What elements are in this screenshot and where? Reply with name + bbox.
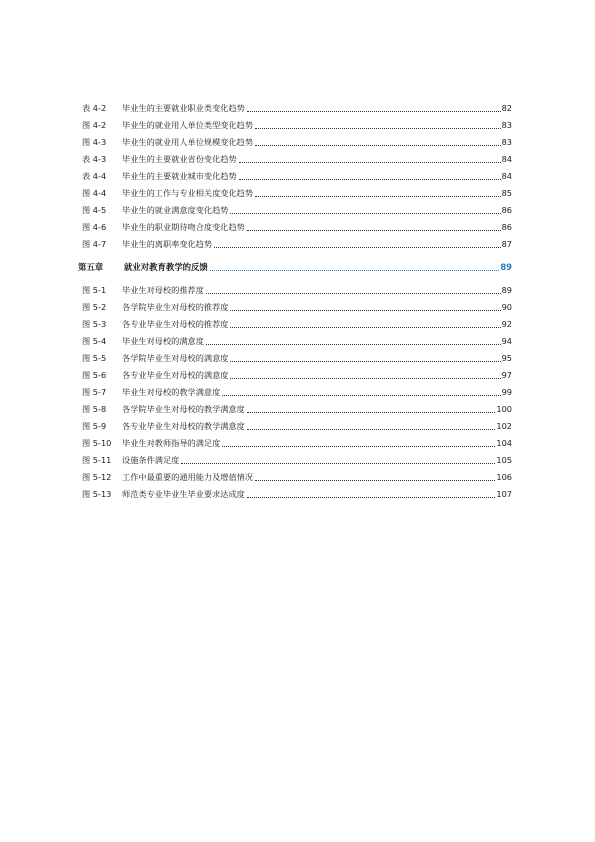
toc-entry-title: 毕业生的就业满意度变化趋势 — [122, 205, 229, 215]
toc-entry-page: 90 — [501, 302, 512, 312]
toc-entry-label: 图 5-2 — [82, 302, 107, 312]
toc-entry-title: 毕业生的主要就业省份变化趋势 — [122, 154, 237, 164]
toc-entry-label: 图 5-5 — [82, 353, 107, 363]
toc-entry-label: 图 4-7 — [82, 239, 107, 249]
toc-entry-title: 毕业生的就业用人单位规模变化趋势 — [122, 137, 254, 147]
toc-leader-dots — [247, 496, 496, 498]
toc-leader-dots — [230, 309, 500, 311]
toc-entry-title: 师范类专业毕业生毕业要求达成度 — [122, 489, 245, 499]
toc-chapter-heading[interactable] — [78, 261, 512, 274]
toc-leader-dots — [230, 377, 500, 379]
toc-entry-label: 表 4-3 — [82, 154, 107, 164]
toc-entry-label: 图 5-3 — [82, 319, 107, 329]
toc-leader-dots — [230, 326, 500, 328]
toc-entry-title: 各专业毕业生对母校的推荐度 — [122, 319, 229, 329]
toc-entry[interactable] — [82, 471, 512, 484]
toc-entry-title: 毕业生对母校的教学满意度 — [122, 387, 221, 397]
toc-entry-page: 94 — [501, 336, 512, 346]
toc-entry-label: 图 4-2 — [82, 120, 107, 130]
toc-leader-dots — [247, 229, 501, 231]
toc-entry-page: 87 — [501, 239, 512, 249]
toc-entry-page: 95 — [501, 353, 512, 363]
toc-entry-title: 毕业生的就业用人单位类型变化趋势 — [122, 120, 254, 130]
toc-leader-dots — [214, 246, 501, 248]
toc-entry-title: 毕业生的主要就业城市变化趋势 — [122, 171, 237, 181]
toc-entry-page: 85 — [501, 188, 512, 198]
toc-entry-page: 102 — [496, 421, 512, 431]
toc-entry[interactable] — [82, 119, 512, 132]
toc-entry-label: 图 5-10 — [82, 438, 112, 448]
toc-entry[interactable] — [82, 335, 512, 348]
toc-entry-title: 各学院毕业生对母校的推荐度 — [122, 302, 229, 312]
toc-entry-label: 图 4-3 — [82, 137, 107, 147]
toc-entry-page: 100 — [496, 404, 512, 414]
toc-entry-page: 107 — [496, 489, 512, 499]
toc-entry[interactable] — [82, 369, 512, 382]
toc-entry-page: 99 — [501, 387, 512, 397]
toc-entry[interactable] — [82, 437, 512, 450]
toc-entry-page: 92 — [501, 319, 512, 329]
toc-entry[interactable] — [82, 301, 512, 314]
toc-entry-title: 毕业生的职业期待吻合度变化趋势 — [122, 222, 245, 232]
toc-entry-page: 106 — [496, 472, 512, 482]
toc-leader-dots — [255, 479, 495, 481]
toc-leader-dots — [255, 195, 501, 197]
toc-entry-label: 表 4-2 — [82, 103, 107, 113]
toc-leader-dots — [181, 462, 495, 464]
toc-entry[interactable] — [82, 352, 512, 365]
toc-entry-page: 104 — [496, 438, 512, 448]
toc-leader-dots — [222, 445, 495, 447]
toc-entry-label: 图 5-11 — [82, 455, 112, 465]
toc-entry[interactable] — [82, 488, 512, 501]
toc-entry-title: 工作中最重要的通用能力及增值情况 — [122, 472, 254, 482]
toc-leader-dots — [239, 161, 501, 163]
toc-entry-page: 86 — [501, 205, 512, 215]
toc-entry[interactable] — [82, 284, 512, 297]
toc-entry[interactable] — [82, 420, 512, 433]
toc-entry[interactable] — [82, 221, 512, 234]
toc-leader-dots — [247, 411, 496, 413]
toc-entry-page: 105 — [496, 455, 512, 465]
toc-leader-dots — [230, 212, 500, 214]
toc-entry[interactable] — [82, 170, 512, 183]
toc-entry-page: 84 — [501, 171, 512, 181]
toc-entry[interactable] — [82, 204, 512, 217]
toc-entry[interactable] — [82, 238, 512, 251]
toc-entry-page: 86 — [501, 222, 512, 232]
toc-chapter-label: 第五章 — [78, 262, 104, 272]
toc-entry-page: 83 — [501, 120, 512, 130]
toc-entry-label: 图 5-7 — [82, 387, 107, 397]
toc-leader-dots — [206, 292, 501, 294]
toc-entry-label: 图 4-6 — [82, 222, 107, 232]
toc-leader-dots — [247, 428, 496, 430]
toc-entry-page: 83 — [501, 137, 512, 147]
toc-entry-title: 毕业生对母校的满意度 — [122, 336, 204, 346]
toc-entry-label: 图 5-1 — [82, 285, 107, 295]
toc-chapter-page: 89 — [500, 262, 512, 272]
toc-leader-dots — [230, 360, 500, 362]
toc-entry-title: 各专业毕业生对母校的满意度 — [122, 370, 229, 380]
toc-entry-title: 各学院毕业生对母校的满意度 — [122, 353, 229, 363]
toc-chapter-title: 就业对教育教学的反馈 — [124, 262, 208, 272]
toc-entry[interactable] — [82, 187, 512, 200]
toc-entry[interactable] — [82, 102, 512, 115]
toc-leader-dots — [222, 394, 500, 396]
toc-entry-title: 毕业生对教师指导的满足度 — [122, 438, 221, 448]
toc-leader-dots — [255, 127, 501, 129]
toc-entry-title: 毕业生的离职率变化趋势 — [122, 239, 213, 249]
toc-entry-title: 各专业毕业生对母校的教学满意度 — [122, 421, 245, 431]
toc-leader-dots — [206, 343, 501, 345]
toc-entry-page: 97 — [501, 370, 512, 380]
toc-entry-label: 表 4-4 — [82, 171, 107, 181]
toc-leader-dots — [247, 110, 501, 112]
toc-entry-title: 各学院毕业生对母校的教学满意度 — [122, 404, 245, 414]
toc-entry-label: 图 5-8 — [82, 404, 107, 414]
toc-entry-label: 图 5-9 — [82, 421, 107, 431]
toc-entry[interactable] — [82, 153, 512, 166]
toc-entry-label: 图 5-6 — [82, 370, 107, 380]
toc-entry-label: 图 5-4 — [82, 336, 107, 346]
toc-entry-title: 设施条件满足度 — [122, 455, 180, 465]
toc-entry-label: 图 5-13 — [82, 489, 112, 499]
toc-leader-dots — [210, 269, 500, 271]
toc-leader-dots — [255, 144, 501, 146]
toc-entry-title: 毕业生的工作与专业相关度变化趋势 — [122, 188, 254, 198]
toc-entry[interactable] — [82, 403, 512, 416]
toc-entry-title: 毕业生对母校的推荐度 — [122, 285, 204, 295]
toc-entry[interactable] — [82, 386, 512, 399]
toc-entry-page: 84 — [501, 154, 512, 164]
toc-entry[interactable] — [82, 454, 512, 467]
toc-entry[interactable] — [82, 318, 512, 331]
toc-entry[interactable] — [82, 136, 512, 149]
toc-entry-label: 图 5-12 — [82, 472, 112, 482]
toc-entry-label: 图 4-4 — [82, 188, 107, 198]
toc-entry-page: 82 — [501, 103, 512, 113]
toc-entry-page: 89 — [501, 285, 512, 295]
toc-entry-label: 图 4-5 — [82, 205, 107, 215]
toc-leader-dots — [239, 178, 501, 180]
toc-entry-title: 毕业生的主要就业职业类变化趋势 — [122, 103, 245, 113]
